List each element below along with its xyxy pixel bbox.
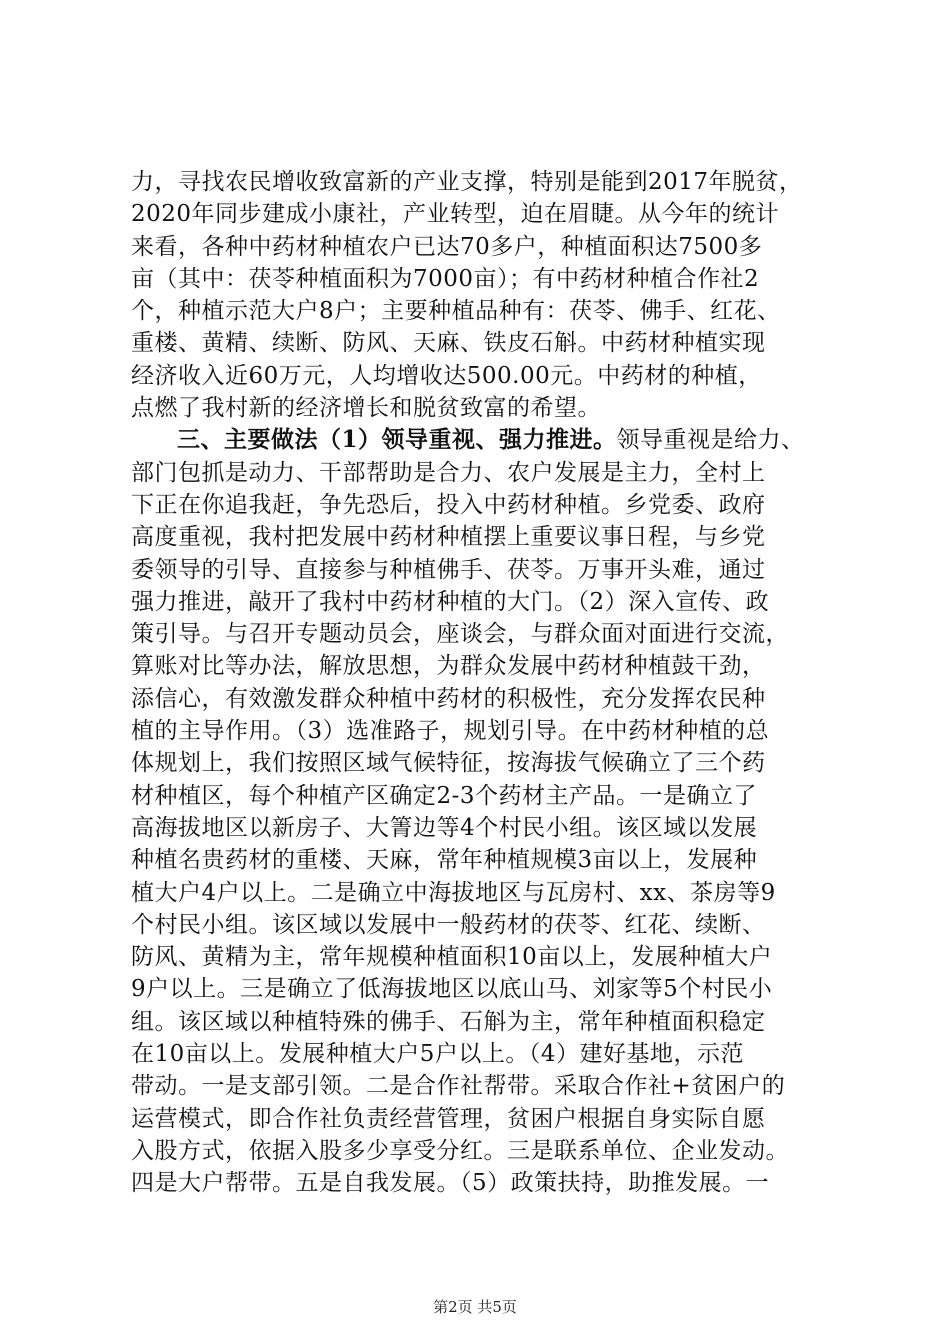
line-text: 个，种植示范大户8户；主要种植品种有：茯苓、佛手、红花、	[131, 298, 781, 325]
line-text: 运营模式，即合作社负责经营管理，贫困户根据自身实际自愿	[131, 1105, 766, 1132]
line-text: 点燃了我村新的经济增长和脱贫致富的希望。	[131, 395, 601, 422]
text-line	[131, 1038, 831, 1070]
text-line	[131, 683, 831, 715]
line-text: 2020年同步建成小康社，产业转型，迫在眉睫。从今年的统计	[131, 201, 780, 228]
text-line	[131, 586, 831, 618]
line-text: 强力推进，敲开了我村中药材种植的大门。（2）深入宣传、政	[131, 588, 770, 615]
text-line	[131, 1070, 831, 1102]
line-text: 组。该区域以种植特殊的佛手、石斛为主，常年种植面积稳定	[131, 1008, 766, 1035]
text-line	[131, 198, 831, 230]
page-footer: 第2页 共5页	[433, 1298, 517, 1316]
text-line	[131, 263, 831, 295]
line-text: 重楼、黄精、续断、防风、天麻、铁皮石斛。中药材种植实现	[131, 330, 766, 357]
text-line	[131, 231, 831, 263]
text-line	[131, 327, 831, 359]
text-line	[131, 844, 831, 876]
line-text: 材种植区，每个种植产区确定2-3个药材主产品。一是确立了	[131, 782, 758, 809]
line-text: 体规划上，我们按照区域气候特征，按海拔气候确立了三个药	[131, 750, 766, 777]
line-text: 高度重视，我村把发展中药材种植摆上重要议事日程，与乡党	[131, 524, 766, 551]
line-text: 9户以上。三是确立了低海拔地区以底山马、刘家等5个村民小	[131, 976, 773, 1003]
text-line	[131, 457, 831, 489]
line-text: 种植名贵药材的重楼、天麻，常年种植规模3亩以上，发展种	[131, 847, 758, 874]
text-line	[131, 392, 831, 424]
line-text: 力，寻找农民增收致富新的产业支撑，特别是能到2017年脱贫，	[131, 169, 803, 195]
line-text: 下正在你追我赶，争先恐后，投入中药材种植。乡党委、政府	[131, 491, 766, 518]
line-text: 入股方式，依据入股多少享受分红。三是联系单位、企业发动。	[131, 1137, 789, 1164]
text-line	[131, 812, 831, 844]
line-text: 亩（其中：茯苓种植面积为7000亩）；有中药材种植合作社2	[131, 265, 760, 292]
line-text: 防风、黄精为主，常年规模种植面积10亩以上，发展种植大户	[131, 944, 773, 971]
text-line	[131, 360, 831, 392]
line-text: 领导重视是给力、	[616, 427, 805, 454]
text-line	[131, 973, 831, 1005]
text-line	[131, 489, 831, 521]
text-line	[131, 1135, 831, 1167]
text-line	[131, 747, 831, 779]
section-heading: 三、主要做法（1）领导重视、强力推进。	[177, 426, 617, 454]
body-text	[131, 166, 831, 1200]
line-text: 策引导。与召开专题动员会，座谈会，与群众面对面进行交流，	[131, 621, 789, 648]
line-text: 四是大户帮带。五是自我发展。（5）政策扶持，助推发展。一	[131, 1170, 770, 1197]
text-line	[131, 295, 831, 327]
line-text: 委领导的引导、直接参与种植佛手、茯苓。万事开头难，通过	[131, 556, 766, 583]
line-text: 经济收入近60万元，人均增收达500.00元。中药材的种植，	[131, 362, 762, 389]
line-text: 个村民小组。该区域以发展中一般药材的茯苓、红花、续断、	[131, 911, 766, 938]
text-line	[131, 1167, 831, 1199]
line-text: 高海拔地区以新房子、大箐边等4个村民小组。该区域以发展	[131, 814, 758, 841]
text-line	[131, 650, 831, 682]
line-text: 部门包抓是动力、干部帮助是合力、农户发展是主力，全村上	[131, 459, 766, 486]
text-line	[131, 166, 831, 198]
text-line	[131, 909, 831, 941]
text-line	[131, 521, 831, 553]
text-line	[131, 941, 831, 973]
line-text: 添信心，有效激发群众种植中药材的积极性，充分发挥农民种	[131, 685, 766, 712]
line-text: 来看，各种中药材种植农户已达70多户，种植面积达7500多	[131, 233, 763, 260]
line-text: 带动。一是支部引领。二是合作社帮带。采取合作社+贫困户的	[131, 1073, 786, 1100]
text-line	[131, 618, 831, 650]
text-line	[131, 780, 831, 812]
text-line	[131, 1006, 831, 1038]
text-line	[131, 1103, 831, 1135]
text-line	[131, 424, 831, 456]
text-line	[131, 715, 831, 747]
line-text: 植大户4户以上。二是确立中海拔地区与瓦房村、xx、茶房等9	[131, 879, 776, 906]
line-text: 在10亩以上。发展种植大户5户以上。（4）建好基地，示范	[131, 1041, 745, 1068]
line-text: 植的主导作用。（3）选准路子，规划引导。在中药材种植的总	[131, 718, 770, 745]
text-line	[131, 877, 831, 909]
line-text: 算账对比等办法，解放思想，为群众发展中药材种植鼓干劲，	[131, 653, 766, 680]
text-line	[131, 554, 831, 586]
